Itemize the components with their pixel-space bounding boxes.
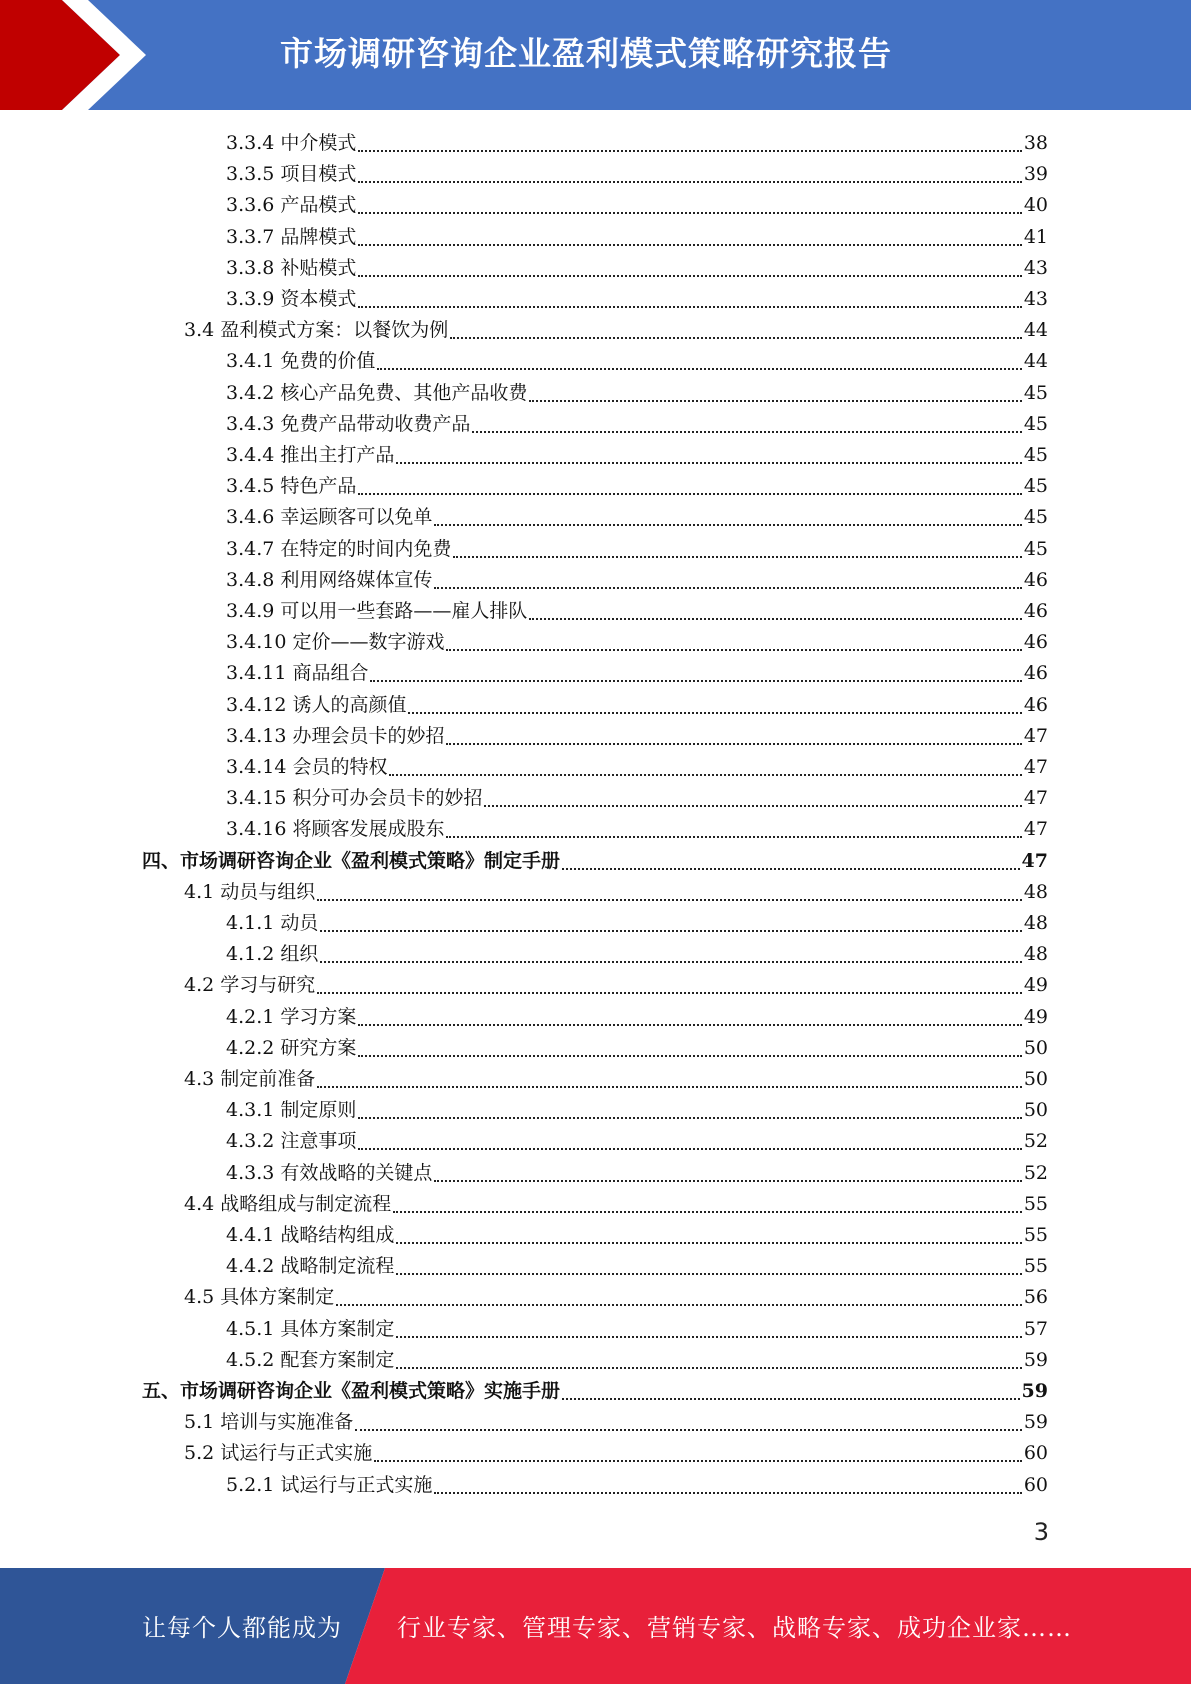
toc-entry-label: 3.3.6 产品模式 (226, 194, 357, 217)
toc-entry[interactable] (226, 471, 1048, 502)
toc-entry-label: 3.4.15 积分可办会员卡的妙招 (226, 787, 483, 810)
toc-entry[interactable] (226, 627, 1048, 658)
toc-entry-label: 4.4.2 战略制定流程 (226, 1255, 395, 1278)
dot-leader (358, 212, 1021, 214)
toc-entry-page: 47 (1023, 787, 1048, 810)
toc-entry-label: 3.3.8 补贴模式 (226, 256, 357, 279)
dot-leader (358, 181, 1021, 183)
page-header (0, 0, 1191, 110)
toc-entry-label: 3.4.8 利用网络媒体宣传 (226, 568, 433, 591)
toc-entry[interactable] (226, 534, 1048, 565)
dot-leader (472, 431, 1021, 433)
dot-leader (374, 1460, 1022, 1462)
toc-entry-page: 48 (1023, 943, 1048, 966)
dot-leader (562, 868, 1020, 870)
dot-leader (377, 368, 1021, 370)
dot-leader (358, 306, 1021, 308)
toc-entry[interactable] (226, 1126, 1048, 1157)
toc-entry-label: 4.5.2 配套方案制定 (226, 1348, 395, 1371)
toc-entry-page: 46 (1023, 662, 1048, 685)
dot-leader (396, 1242, 1021, 1244)
toc-entry-page: 47 (1021, 849, 1048, 872)
dot-leader (317, 992, 1022, 994)
dot-leader (358, 1117, 1021, 1119)
toc-entry-page: 55 (1023, 1224, 1048, 1246)
toc-entry[interactable] (184, 970, 1048, 1001)
toc-entry-page: 47 (1023, 724, 1048, 747)
toc-entry[interactable] (226, 1251, 1048, 1282)
toc-entry-label: 3.4.12 诱人的高颜值 (226, 693, 407, 716)
toc-entry-label: 3.4.16 将顾客发展成股东 (226, 818, 445, 841)
toc-entry[interactable] (226, 128, 1048, 159)
toc-entry[interactable] (226, 752, 1048, 783)
toc-entry[interactable] (226, 378, 1048, 409)
toc-entry-page: 48 (1023, 912, 1048, 934)
toc-entry-page: 45 (1023, 475, 1048, 498)
toc-entry-page: 39 (1023, 163, 1048, 186)
toc-entry-label: 4.5.1 具体方案制定 (226, 1317, 395, 1340)
toc-entry-page: 41 (1023, 225, 1048, 248)
dot-leader (358, 1055, 1021, 1057)
dot-leader (358, 244, 1021, 246)
toc-entry-label: 4.5 具体方案制定 (184, 1286, 335, 1309)
chevron-decoration (0, 0, 160, 110)
dot-leader (446, 836, 1021, 838)
toc-entry[interactable] (226, 1158, 1048, 1189)
dot-leader (529, 400, 1021, 402)
toc-entry[interactable] (226, 814, 1048, 845)
toc-entry-label: 4.4.1 战略结构组成 (226, 1224, 395, 1246)
toc-entry-label: 3.4.1 免费的价值 (226, 350, 376, 373)
toc-entry[interactable] (184, 1282, 1048, 1313)
toc-entry-page: 50 (1023, 1036, 1048, 1059)
dot-leader (358, 275, 1021, 277)
dot-leader (317, 1086, 1022, 1088)
toc-entry-page: 43 (1023, 288, 1048, 310)
toc-entry[interactable] (184, 877, 1048, 908)
toc-entry[interactable] (226, 783, 1048, 814)
toc-entry-page: 49 (1023, 1005, 1048, 1028)
dot-leader (355, 1429, 1022, 1431)
dot-leader (529, 618, 1021, 620)
toc-entry-page: 45 (1023, 381, 1048, 404)
footer-slogan-right: 行业专家、管理专家、营销专家、战略专家、成功企业家…… (397, 1614, 1072, 1642)
dot-leader (396, 1367, 1021, 1369)
report-title: 市场调研咨询企业盈利模式策略研究报告 (280, 34, 892, 73)
toc-entry-label: 4.3.3 有效战略的关键点 (226, 1161, 433, 1184)
toc-entry-label: 3.4.6 幸运顾客可以免单 (226, 506, 433, 529)
toc-entry-page: 59 (1021, 1380, 1048, 1402)
toc-entry-page: 57 (1023, 1317, 1048, 1340)
toc-entry-label: 5.2.1 试运行与正式实施 (226, 1473, 433, 1496)
toc-entry[interactable] (226, 565, 1048, 596)
dot-leader (396, 1273, 1021, 1275)
toc-entry[interactable] (226, 1095, 1048, 1126)
toc-entry-label: 3.4.3 免费产品带动收费产品 (226, 412, 471, 435)
toc-entry-label: 3.4.9 可以用一些套路——雇人排队 (226, 600, 528, 622)
toc-entry-label: 五、市场调研咨询企业《盈利模式策略》实施手册 (142, 1380, 561, 1402)
toc-entry-label: 3.4.14 会员的特权 (226, 756, 388, 778)
toc-entry-page: 56 (1023, 1286, 1048, 1309)
dot-leader (434, 1492, 1021, 1494)
dot-leader (446, 743, 1021, 745)
toc-entry[interactable] (226, 502, 1048, 533)
toc-entry-label: 3.4.10 定价——数字游戏 (226, 631, 445, 654)
toc-entry[interactable] (184, 1438, 1048, 1469)
toc-entry-label: 3.3.4 中介模式 (226, 132, 357, 154)
dot-leader (446, 649, 1021, 651)
toc-entry-page: 60 (1023, 1442, 1048, 1465)
dot-leader (408, 712, 1021, 714)
toc-entry-label: 3.4.2 核心产品免费、其他产品收费 (226, 381, 528, 404)
toc-entry-label: 3.4.13 办理会员卡的妙招 (226, 724, 445, 747)
dot-leader (450, 337, 1022, 339)
toc-entry-label: 4.1.2 组织 (226, 943, 319, 966)
toc-entry[interactable] (226, 1002, 1048, 1033)
toc-entry-page: 44 (1023, 319, 1048, 342)
dot-leader (358, 1024, 1021, 1026)
page-footer (0, 1568, 1191, 1684)
dot-leader (320, 961, 1021, 963)
toc-entry[interactable] (226, 658, 1048, 689)
dot-leader (317, 899, 1022, 901)
toc-entry-label: 4.4 战略组成与制定流程 (184, 1192, 392, 1215)
dot-leader (336, 1304, 1022, 1306)
toc-entry-page: 46 (1023, 600, 1048, 622)
toc-entry-label: 4.3.1 制定原则 (226, 1099, 357, 1122)
toc-entry-page: 46 (1023, 693, 1048, 716)
toc-entry-page: 43 (1023, 256, 1048, 279)
toc-entry-label: 3.3.7 品牌模式 (226, 225, 357, 248)
dot-leader (562, 1398, 1020, 1400)
toc-entry-page: 45 (1023, 537, 1048, 560)
dot-leader (358, 1148, 1021, 1150)
dot-leader (434, 587, 1021, 589)
toc-entry[interactable] (226, 1220, 1048, 1251)
toc-entry-page: 45 (1023, 412, 1048, 435)
dot-leader (370, 680, 1021, 682)
toc-entry-page: 50 (1023, 1068, 1048, 1090)
toc-entry-page: 47 (1023, 756, 1048, 778)
toc-entry-page: 44 (1023, 350, 1048, 373)
toc-entry[interactable] (226, 939, 1048, 970)
toc-entry-page: 52 (1023, 1130, 1048, 1153)
toc-entry-label: 5.2 试运行与正式实施 (184, 1442, 373, 1465)
toc-entry[interactable] (226, 222, 1048, 253)
toc-entry-page: 55 (1023, 1192, 1048, 1215)
toc-entry[interactable] (184, 315, 1048, 346)
toc-entry[interactable] (184, 1064, 1048, 1095)
toc-entry-page: 49 (1023, 974, 1048, 997)
toc-entry-label: 3.4 盈利模式方案：以餐饮为例 (184, 319, 449, 342)
toc-entry[interactable] (226, 721, 1048, 752)
toc-entry-page: 55 (1023, 1255, 1048, 1278)
toc-entry[interactable] (226, 596, 1048, 627)
dot-leader (396, 462, 1021, 464)
dot-leader (358, 493, 1021, 495)
toc-entry[interactable] (226, 440, 1048, 471)
dot-leader (434, 524, 1021, 526)
toc-entry[interactable] (184, 1189, 1048, 1220)
toc-entry-label: 4.1.1 动员 (226, 912, 319, 934)
toc-entry[interactable] (226, 190, 1048, 221)
toc-entry[interactable] (226, 690, 1048, 721)
toc-entry[interactable] (226, 1033, 1048, 1064)
dot-leader (389, 774, 1021, 776)
toc-entry-label: 4.3 制定前准备 (184, 1068, 316, 1090)
toc-entry[interactable] (142, 846, 1048, 877)
toc-entry[interactable] (226, 1314, 1048, 1345)
toc-entry-page: 48 (1023, 880, 1048, 903)
toc-entry-page: 59 (1023, 1411, 1048, 1434)
toc-entry[interactable] (226, 253, 1048, 284)
toc-entry[interactable] (226, 1470, 1048, 1501)
toc-entry-label: 3.4.5 特色产品 (226, 475, 357, 498)
dot-leader (484, 805, 1021, 807)
toc-entry-page: 45 (1023, 506, 1048, 529)
toc-entry-label: 4.3.2 注意事项 (226, 1130, 357, 1153)
toc-entry-page: 45 (1023, 444, 1048, 466)
toc-entry-page: 60 (1023, 1473, 1048, 1496)
dot-leader (320, 930, 1021, 932)
page-number: 3 (1033, 1518, 1049, 1546)
dot-leader (358, 150, 1021, 152)
toc-entry[interactable] (226, 284, 1048, 315)
toc-entry-label: 3.4.11 商品组合 (226, 662, 369, 685)
toc-entry-label: 3.4.7 在特定的时间内免费 (226, 537, 452, 560)
toc-entry-label: 4.2.1 学习方案 (226, 1005, 357, 1028)
toc-entry-label: 4.1 动员与组织 (184, 880, 316, 903)
toc-entry-label: 3.3.5 项目模式 (226, 163, 357, 186)
toc-entry[interactable] (226, 346, 1048, 377)
toc-entry-label: 3.4.4 推出主打产品 (226, 444, 395, 466)
toc-entry-page: 47 (1023, 818, 1048, 841)
dot-leader (453, 556, 1021, 558)
footer-slogan-left: 让每个人都能成为 (142, 1614, 342, 1642)
toc-entry[interactable] (226, 409, 1048, 440)
toc-entry-label: 5.1 培训与实施准备 (184, 1411, 354, 1434)
toc-entry-label: 4.2 学习与研究 (184, 974, 316, 997)
toc-entry-page: 46 (1023, 568, 1048, 591)
dot-leader (434, 1180, 1021, 1182)
toc-entry-page: 46 (1023, 631, 1048, 654)
toc-entry[interactable] (142, 1376, 1048, 1407)
toc-entry-label: 四、市场调研咨询企业《盈利模式策略》制定手册 (142, 849, 561, 872)
toc-entry-label: 3.3.9 资本模式 (226, 288, 357, 310)
toc-entry-page: 40 (1023, 194, 1048, 217)
toc-entry[interactable] (226, 908, 1048, 939)
toc-entry-label: 4.2.2 研究方案 (226, 1036, 357, 1059)
toc-entry[interactable] (226, 1345, 1048, 1376)
toc-entry[interactable] (226, 159, 1048, 190)
toc-entry-page: 50 (1023, 1099, 1048, 1122)
dot-leader (396, 1336, 1021, 1338)
toc-entry-page: 52 (1023, 1161, 1048, 1184)
dot-leader (393, 1211, 1022, 1213)
toc-entry-page: 59 (1023, 1348, 1048, 1371)
toc-entry-page: 38 (1023, 132, 1048, 154)
toc-entry[interactable] (184, 1407, 1048, 1438)
